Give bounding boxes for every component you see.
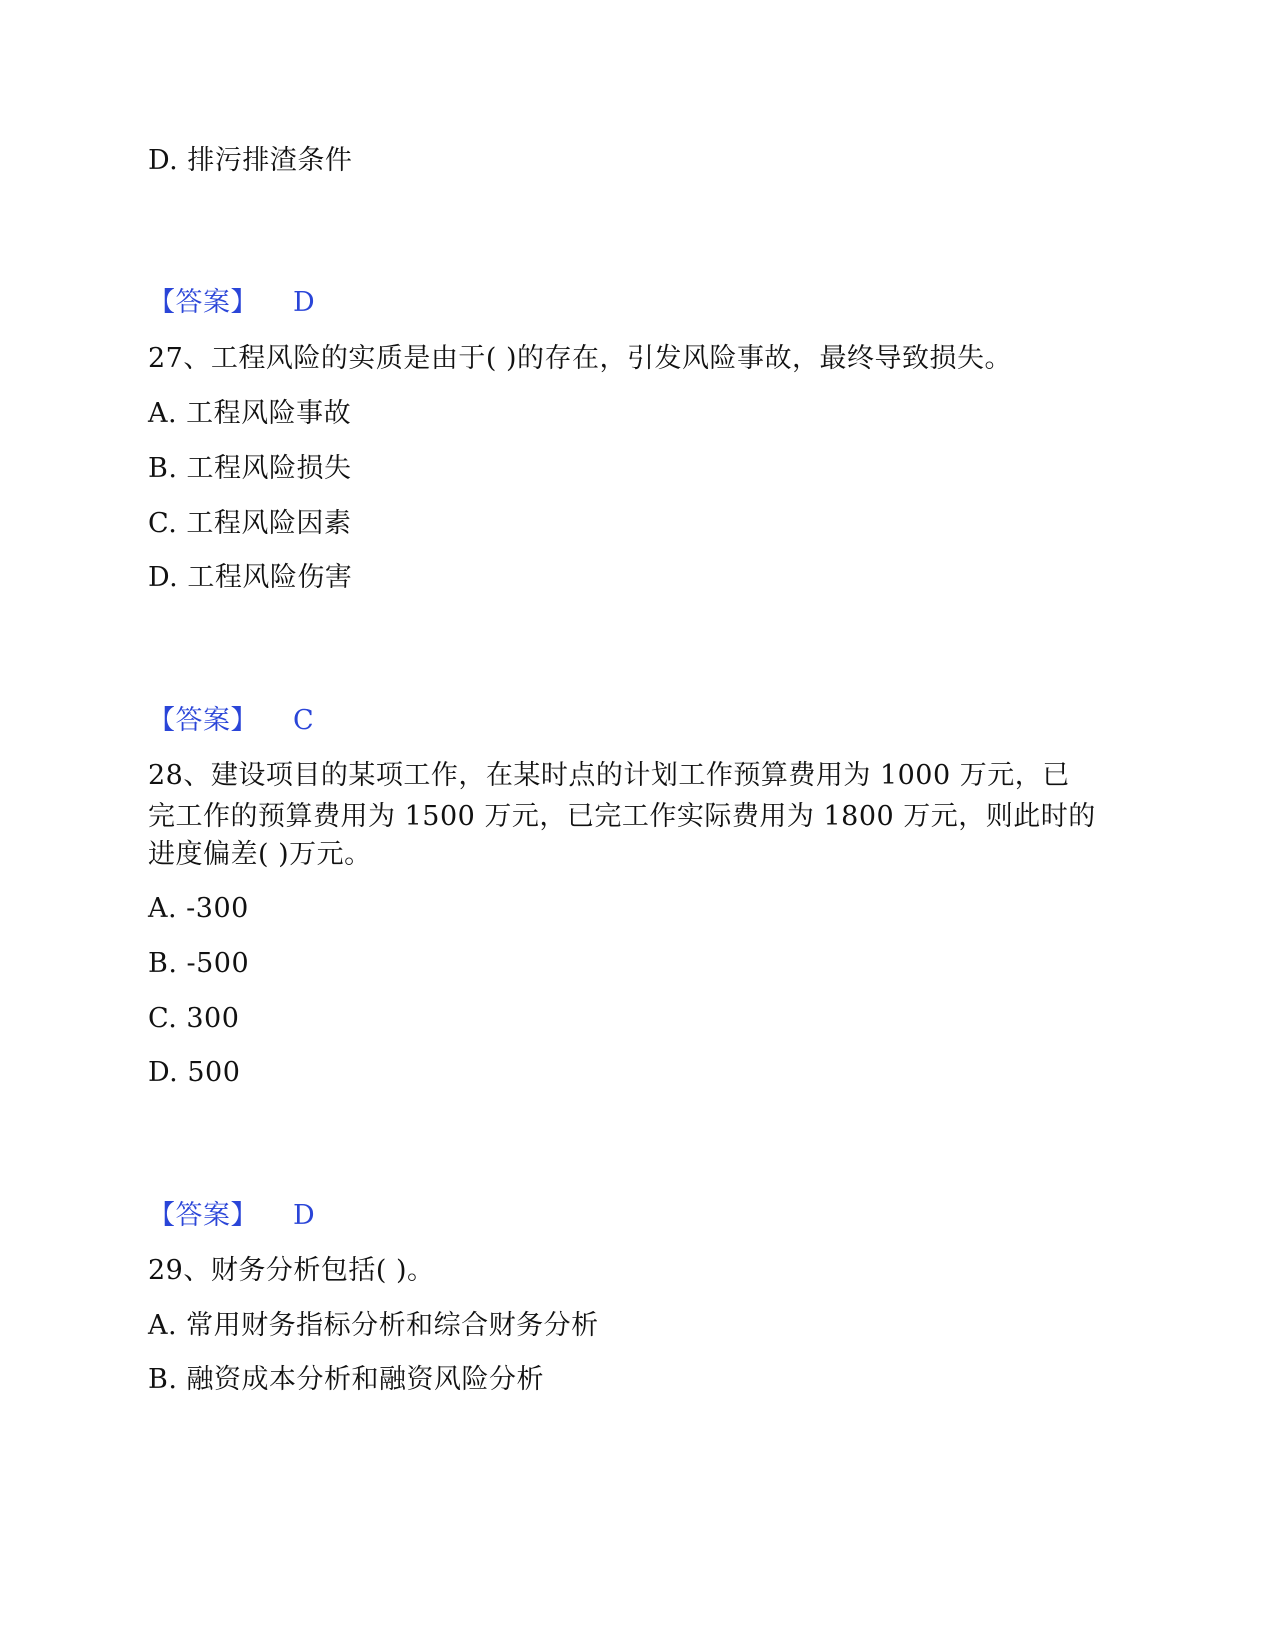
question-28-stem-line-2: 完工作的预算费用为 1500 万元，已完工作实际费用为 1800 万元，则此时的 [148, 801, 1096, 832]
question-27-option-c: C. 工程风险因素 [148, 508, 352, 539]
answer-value: D [293, 287, 316, 318]
question-28-stem-line-3: 进度偏差( )万元。 [148, 839, 372, 870]
question-28-option-c: C. 300 [148, 1003, 240, 1034]
answer-row [148, 700, 314, 742]
question-29-stem: 29、财务分析包括( )。 [148, 1255, 435, 1286]
question-29-option-b: B. 融资成本分析和融资风险分析 [148, 1364, 545, 1395]
option-d-prev: D. 排污排渣条件 [148, 145, 353, 176]
answer-label: 【答案】 [148, 1200, 258, 1231]
question-28-option-a: A. -300 [148, 893, 249, 924]
question-27-option-d: D. 工程风险伤害 [148, 562, 353, 593]
answer-value: D [293, 1200, 316, 1231]
question-28-option-d: D. 500 [148, 1057, 241, 1088]
question-27-option-b: B. 工程风险损失 [148, 453, 352, 484]
question-28-stem-line-1: 28、建设项目的某项工作，在某时点的计划工作预算费用为 1000 万元，已 [148, 760, 1070, 791]
answer-label: 【答案】 [148, 705, 258, 736]
answer-label: 【答案】 [148, 287, 258, 318]
question-29-option-a: A. 常用财务指标分析和综合财务分析 [148, 1310, 599, 1341]
question-27-option-a: A. 工程风险事故 [148, 398, 352, 429]
question-27-stem: 27、工程风险的实质是由于( )的存在，引发风险事故，最终导致损失。 [148, 343, 1013, 374]
question-28-option-b: B. -500 [148, 948, 250, 979]
answer-row [148, 282, 315, 324]
answer-value: C [293, 705, 315, 736]
answer-row [148, 1195, 315, 1237]
